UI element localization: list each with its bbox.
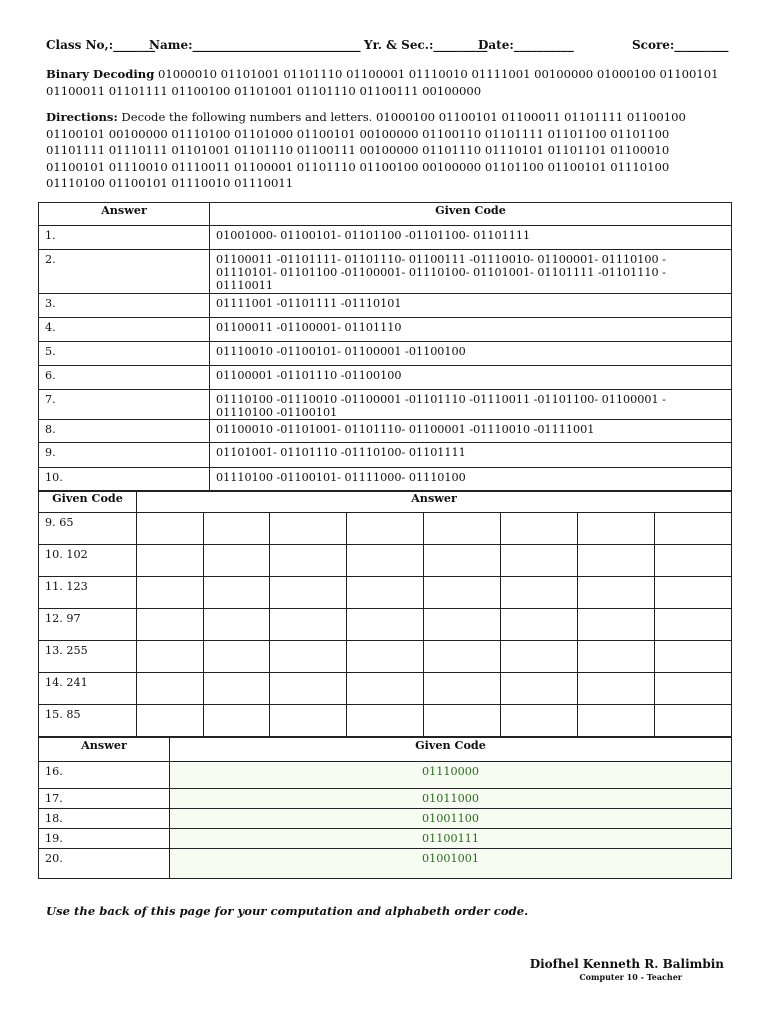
given-number: 15. 85	[39, 705, 137, 737]
answer-cell[interactable]	[204, 705, 270, 737]
table-row	[39, 545, 732, 577]
table-row	[39, 294, 732, 318]
given-code: 01110000	[170, 762, 732, 789]
answer-cell[interactable]	[655, 641, 732, 673]
given-code: 01101001- 01101110 -01110100- 01101111	[210, 443, 732, 468]
number-conversion-table	[38, 490, 732, 737]
answer-cell[interactable]	[655, 673, 732, 705]
table-row	[39, 342, 732, 366]
answer-cell[interactable]	[501, 673, 578, 705]
answer-header: Answer	[39, 738, 170, 762]
answer-cell[interactable]	[578, 673, 655, 705]
directions-paragraph	[46, 109, 726, 192]
table-row	[39, 789, 732, 809]
answer-cell[interactable]	[655, 545, 732, 577]
table-row	[39, 513, 732, 545]
answer-cell[interactable]	[204, 673, 270, 705]
answer-cell[interactable]	[347, 673, 424, 705]
row-number[interactable]: 2.	[39, 250, 210, 294]
row-number[interactable]: 6.	[39, 366, 210, 390]
answer-cell[interactable]	[347, 545, 424, 577]
given-code: 01100011 -01101111- 01101110- 01100111 -01110010- 01100001- 01110100 - 01110101- 01101100 -01100001- 01110100- 01101001- 01101111 -01101110 - 01110011	[210, 250, 732, 294]
given-code: 01001001	[170, 849, 732, 879]
answer-cell[interactable]	[578, 577, 655, 609]
answer-cell[interactable]	[270, 545, 347, 577]
answer-cell[interactable]	[655, 609, 732, 641]
answer-cell[interactable]	[270, 641, 347, 673]
answer-cell[interactable]	[137, 513, 204, 545]
answer-cell[interactable]	[655, 705, 732, 737]
table-row	[39, 390, 732, 420]
encode-table	[38, 737, 732, 879]
table-row	[39, 366, 732, 390]
row-number[interactable]: 19.	[39, 829, 170, 849]
decode-table	[38, 202, 732, 492]
given-code-header: Given Code	[39, 491, 137, 513]
teacher-role: Computer 10 - Teacher	[579, 972, 682, 982]
class-no-field: Class No,:_______	[46, 38, 156, 52]
row-number[interactable]: 3.	[39, 294, 210, 318]
answer-cell[interactable]	[424, 577, 501, 609]
row-number[interactable]: 7.	[39, 390, 210, 420]
given-number: 9. 65	[39, 513, 137, 545]
row-number[interactable]: 18.	[39, 809, 170, 829]
given-number: 12. 97	[39, 609, 137, 641]
table-row	[39, 609, 732, 641]
intro-title: Binary Decoding	[46, 67, 155, 81]
answer-cell[interactable]	[501, 705, 578, 737]
given-code: 01100011 -01100001- 01101110	[210, 318, 732, 342]
year-section-field: Yr. & Sec.:_________	[364, 38, 488, 52]
given-code-header: Given Code	[210, 203, 732, 226]
row-number[interactable]: 17.	[39, 789, 170, 809]
answer-cell[interactable]	[424, 513, 501, 545]
row-number[interactable]: 16.	[39, 762, 170, 789]
answer-cell[interactable]	[204, 577, 270, 609]
given-code: 01001100	[170, 809, 732, 829]
answer-cell[interactable]	[204, 641, 270, 673]
given-code: 01100010 -01101001- 01101110- 01100001 -01110010 -01111001	[210, 420, 732, 443]
table-row	[39, 250, 732, 294]
answer-cell[interactable]	[424, 609, 501, 641]
answer-cell[interactable]	[501, 577, 578, 609]
date-field: Date:__________	[478, 38, 574, 52]
answer-cell[interactable]	[137, 545, 204, 577]
answer-cell[interactable]	[347, 577, 424, 609]
given-code: 01110010 -01100101- 01100001 -01100100	[210, 342, 732, 366]
table-row	[39, 577, 732, 609]
table-row	[39, 809, 732, 829]
given-code: 01110100 -01100101- 01111000- 01110100	[210, 468, 732, 492]
table-row	[39, 641, 732, 673]
table-row	[39, 420, 732, 443]
answer-cell[interactable]	[137, 577, 204, 609]
answer-cell[interactable]	[347, 513, 424, 545]
answer-cell[interactable]	[347, 705, 424, 737]
row-number[interactable]: 5.	[39, 342, 210, 366]
answer-cell[interactable]	[204, 609, 270, 641]
table-row	[39, 468, 732, 492]
given-number: 10. 102	[39, 545, 137, 577]
table-row	[39, 318, 732, 342]
footer-note: Use the back of this page for your computation and alphabeth order code.	[46, 904, 529, 918]
answer-cell[interactable]	[501, 513, 578, 545]
answer-cell[interactable]	[424, 673, 501, 705]
given-code: 01001000- 01100101- 01101100 -01101100- 01101111	[210, 226, 732, 250]
answer-cell[interactable]	[270, 577, 347, 609]
answer-header: Answer	[137, 491, 732, 513]
given-number: 13. 255	[39, 641, 137, 673]
answer-cell[interactable]	[270, 673, 347, 705]
answer-cell[interactable]	[347, 609, 424, 641]
row-number[interactable]: 8.	[39, 420, 210, 443]
answer-cell[interactable]	[270, 609, 347, 641]
row-number[interactable]: 20.	[39, 849, 170, 879]
answer-cell[interactable]	[578, 513, 655, 545]
answer-cell[interactable]	[137, 705, 204, 737]
answer-cell[interactable]	[501, 545, 578, 577]
row-number[interactable]: 9.	[39, 443, 210, 468]
answer-cell[interactable]	[137, 609, 204, 641]
row-number[interactable]: 1.	[39, 226, 210, 250]
answer-cell[interactable]	[424, 641, 501, 673]
answer-cell[interactable]	[655, 513, 732, 545]
row-number[interactable]: 4.	[39, 318, 210, 342]
answer-cell[interactable]	[578, 641, 655, 673]
answer-cell[interactable]	[578, 545, 655, 577]
table-row	[39, 705, 732, 737]
answer-cell[interactable]	[137, 673, 204, 705]
table-row	[39, 443, 732, 468]
given-code: 01100111	[170, 829, 732, 849]
answer-cell[interactable]	[204, 545, 270, 577]
answer-cell[interactable]	[204, 513, 270, 545]
intro-paragraph	[46, 66, 726, 99]
table-row	[39, 673, 732, 705]
score-field: Score:_________	[632, 38, 729, 52]
answer-cell[interactable]	[578, 609, 655, 641]
given-code: 01011000	[170, 789, 732, 809]
table-row	[39, 849, 732, 879]
intro-binary: 01000010 01101001 01101110 01100001 01110010 01111001 00100000 01000100 01100101 01100011 01101111 01100100 01101001 01101110 01100111 00100000	[46, 67, 719, 98]
row-number[interactable]: 10.	[39, 468, 210, 492]
given-code: 01110100 -01110010 -01100001 -01101110 -01110011 -01101100- 01100001 - 01110100 -01100101	[210, 390, 732, 420]
given-code: 01100001 -01101110 -01100100	[210, 366, 732, 390]
table-row	[39, 762, 732, 789]
answer-cell[interactable]	[501, 609, 578, 641]
answer-cell[interactable]	[424, 705, 501, 737]
answer-cell[interactable]	[655, 577, 732, 609]
answer-cell[interactable]	[270, 513, 347, 545]
name-field: Name:____________________________	[149, 38, 361, 52]
answer-cell[interactable]	[270, 705, 347, 737]
given-code: 01111001 -01101111 -01110101	[210, 294, 732, 318]
answer-cell[interactable]	[137, 641, 204, 673]
answer-cell[interactable]	[501, 641, 578, 673]
answer-cell[interactable]	[424, 545, 501, 577]
given-number: 11. 123	[39, 577, 137, 609]
teacher-name: Diofhel Kenneth R. Balimbin	[529, 957, 724, 971]
answer-cell[interactable]	[347, 641, 424, 673]
given-number: 14. 241	[39, 673, 137, 705]
table-row	[39, 226, 732, 250]
directions-label: Directions:	[46, 110, 118, 124]
directions-text: Decode the following numbers and letters. 01000100 01100101 01100011 01101111 01100100 01100101 00100000 01110100 01101000 01100101 00100000 01100110 01101111 01101100 01101100 01101111 01110111 01101001 01101110 01100111 00100000 01101110 01110101 01101101 01100010 01100101 01110010 01110011 01100001 01101110 01100100 00100000 01101100 01100101 01110100 01110100 01100101 01110010 01110011	[46, 110, 686, 190]
table-row	[39, 829, 732, 849]
given-code-header: Given Code	[170, 738, 732, 762]
answer-cell[interactable]	[578, 705, 655, 737]
answer-header: Answer	[39, 203, 210, 226]
